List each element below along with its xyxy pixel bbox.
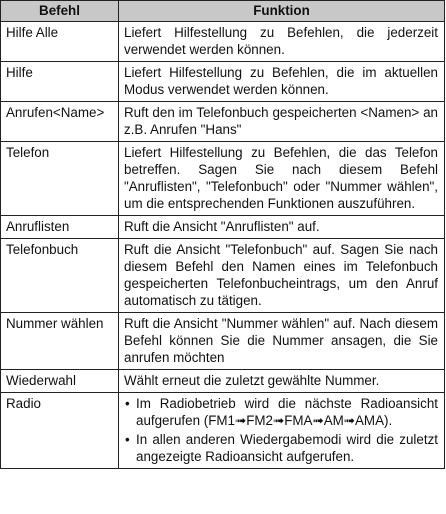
- bullet-item: [124, 431, 438, 465]
- table-row: [1, 142, 445, 216]
- header-row: [1, 1, 445, 22]
- bullet-list: [124, 395, 438, 465]
- function-cell: Liefert Hilfestellung zu Befehlen, die jederzeit verwendet werden können.: [119, 22, 445, 62]
- bullet-text: Im Radiobetrieb wird die nächste Radioansicht aufgerufen (FM1➟FM2➟FMA➟AM➟AMA).: [136, 396, 438, 428]
- table-row: [1, 102, 445, 142]
- command-cell: Anrufen<Name>: [1, 102, 119, 142]
- bullet-dot-icon: •: [125, 396, 130, 411]
- table-row: [1, 22, 445, 62]
- table-row: [1, 239, 445, 313]
- function-cell: [119, 393, 445, 469]
- table-row: [1, 313, 445, 370]
- header-befehl: Befehl: [1, 1, 119, 22]
- table-row: [1, 393, 445, 469]
- table-row: [1, 216, 445, 239]
- function-cell: Ruft den im Telefonbuch gespeicherten <Namen> an z.B. Anrufen "Hans": [119, 102, 445, 142]
- table-row: [1, 62, 445, 102]
- command-cell: Telefon: [1, 142, 119, 216]
- command-cell: Radio: [1, 393, 119, 469]
- command-cell: Hilfe: [1, 62, 119, 102]
- bullet-dot-icon: •: [125, 432, 130, 447]
- function-cell: Ruft die Ansicht "Telefonbuch" auf. Sagen Sie nach diesem Befehl den Namen eines im Telefonbuch gespeicherten Telefonbucheintrags, um den Anruf automatisch zu tätigen.: [119, 239, 445, 313]
- command-cell: Hilfe Alle: [1, 22, 119, 62]
- command-cell: Nummer wählen: [1, 313, 119, 370]
- function-cell: Wählt erneut die zuletzt gewählte Nummer.: [119, 370, 445, 393]
- function-cell: Ruft die Ansicht "Anruflisten" auf.: [119, 216, 445, 239]
- function-cell: Liefert Hilfestellung zu Befehlen, die im aktuellen Modus verwendet werden können.: [119, 62, 445, 102]
- function-cell: Liefert Hilfestellung zu Befehlen, die das Telefon betreffen. Sagen Sie nach diesem Befehl "Anruflisten", "Telefonbuch" oder "Nummer wählen", um die entsprechenden Funktionen auszuführen.: [119, 142, 445, 216]
- command-cell: Wiederwahl: [1, 370, 119, 393]
- bullet-text: In allen anderen Wiedergabemodi wird die zuletzt angezeigte Radioansicht aufgerufen.: [136, 432, 438, 464]
- command-cell: Anruflisten: [1, 216, 119, 239]
- header-funktion: Funktion: [119, 1, 445, 22]
- table-row: [1, 370, 445, 393]
- bullet-item: [124, 395, 438, 429]
- command-cell: Telefonbuch: [1, 239, 119, 313]
- function-cell: Ruft die Ansicht "Nummer wählen" auf. Nach diesem Befehl können Sie die Nummer ansagen, die Sie anrufen möchten: [119, 313, 445, 370]
